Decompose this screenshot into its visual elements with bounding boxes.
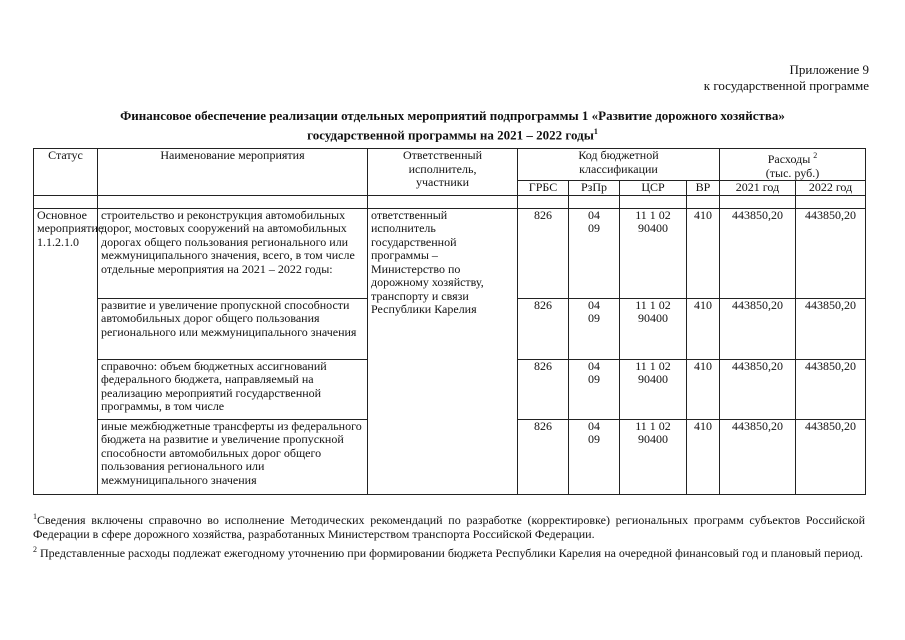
row-2021: 443850,20	[720, 208, 796, 298]
header-name: Наименование мероприятия	[98, 149, 368, 196]
spacer-cell	[34, 195, 98, 208]
appendix-line-1: Приложение 9	[789, 62, 869, 77]
header-rzpr: РзПр	[569, 181, 620, 196]
row-rzpr	[569, 298, 620, 359]
header-csr: ЦСР	[620, 181, 687, 196]
header-grbs: ГРБС	[518, 181, 569, 196]
row-grbs: 826	[518, 208, 569, 298]
title-line-2	[40, 124, 865, 143]
footnote-2-text: Представленные расходы подлежат ежегодному уточнению при формировании бюджета Республики Карелия на очередной финансовый год и плановый период.	[37, 546, 863, 560]
row-rzpr	[569, 359, 620, 419]
header-responsible	[368, 149, 518, 196]
header-expenses-mark: 2	[813, 151, 818, 160]
row-rzpr-text: 04 09	[588, 297, 600, 325]
spacer-cell	[796, 195, 866, 208]
header-responsible-text: Ответственный исполнитель, участники	[402, 148, 483, 189]
appendix-heading	[704, 62, 869, 94]
appendix-line-2: к государственной программе	[703, 78, 869, 93]
row-grbs: 826	[518, 359, 569, 419]
header-budget-code-text: Код бюджетной классификации	[578, 148, 659, 176]
row-2021: 443850,20	[720, 419, 796, 494]
row-name: иные межбюджетные трансферты из федерального бюджета на развитие и увеличение пропускной способности автомобильных дорог общего пользования регионального или межмуниципального значения	[98, 419, 368, 494]
row-2021: 443850,20	[720, 359, 796, 419]
row-name: справочно: объем бюджетных ассигнований федерального бюджета, направляемый на реализацию мероприятий государственной программы, в том числе	[98, 359, 368, 419]
document-title	[40, 108, 865, 143]
row-rzpr	[569, 419, 620, 494]
spacer-cell	[720, 195, 796, 208]
spacer-cell	[518, 195, 569, 208]
header-budget-code	[518, 149, 720, 181]
row-csr-text: 11 1 02 90400	[635, 358, 671, 386]
row-2021: 443850,20	[720, 298, 796, 359]
spacer-cell	[98, 195, 368, 208]
row-2022: 443850,20	[796, 419, 866, 494]
row-csr-text: 11 1 02 90400	[635, 207, 671, 235]
title-footnote-mark: 1	[593, 127, 598, 136]
header-year-2022: 2022 год	[796, 181, 866, 196]
row-2022: 443850,20	[796, 208, 866, 298]
row-rzpr	[569, 208, 620, 298]
row-csr-text: 11 1 02 90400	[635, 418, 671, 446]
footnote-1-text: Сведения включены справочно во исполнение Методических рекомендаций по разработке (корректировке) региональных программ субъектов Российской Федерации в сфере дорожного хозяйства, разработанных Министерством транспорта Российской Федерации.	[33, 513, 865, 541]
row-name: развитие и увеличение пропускной способности автомобильных дорог общего пользования регионального или межмуниципального значения	[98, 298, 368, 359]
row-rzpr-text: 04 09	[588, 207, 600, 235]
financing-table	[33, 148, 866, 495]
header-expenses-unit: (тыс. руб.)	[765, 165, 820, 180]
footnote-2-mark: 2	[33, 545, 37, 554]
row-csr	[620, 208, 687, 298]
spacer-cell	[687, 195, 720, 208]
row-grbs: 826	[518, 419, 569, 494]
footnote-1-mark: 1	[33, 512, 37, 521]
header-expenses	[720, 149, 866, 181]
row-csr	[620, 419, 687, 494]
header-vr: ВР	[687, 181, 720, 196]
responsible-cell: ответственный исполнитель государственной программы – Министерство по дорожному хозяйству, транспорту и связи Республики Карелия	[368, 208, 518, 494]
row-name: строительство и реконструкция автомобильных дорог, мостовых сооружений на автомобильных дорогах общего пользования регионального или межмуниципального значения, всего, в том числе отдельные мероприятия на 2021 – 2022 годы:	[98, 208, 368, 298]
header-status: Статус	[34, 149, 98, 196]
header-row-1	[34, 149, 866, 181]
header-expenses-text: Расходы	[767, 152, 811, 166]
footnote-2	[33, 543, 865, 560]
title-line-2-text: государственной программы на 2021 – 2022 годы	[307, 127, 594, 143]
footnote-1	[33, 510, 865, 541]
row-vr: 410	[687, 419, 720, 494]
row-rzpr-text: 04 09	[588, 358, 600, 386]
spacer-cell	[620, 195, 687, 208]
row-vr: 410	[687, 298, 720, 359]
spacer-row	[34, 195, 866, 208]
status-cell: Основное мероприятие 1.1.2.1.0	[34, 208, 98, 494]
row-rzpr-text: 04 09	[588, 418, 600, 446]
spacer-cell	[569, 195, 620, 208]
spacer-cell	[368, 195, 518, 208]
row-vr: 410	[687, 208, 720, 298]
row-csr	[620, 359, 687, 419]
row-vr: 410	[687, 359, 720, 419]
row-csr	[620, 298, 687, 359]
row-grbs: 826	[518, 298, 569, 359]
row-2022: 443850,20	[796, 359, 866, 419]
header-year-2021: 2021 год	[720, 181, 796, 196]
footnotes	[33, 510, 865, 562]
table-row	[34, 208, 866, 298]
row-csr-text: 11 1 02 90400	[635, 297, 671, 325]
title-line-1: Финансовое обеспечение реализации отдельных мероприятий подпрограммы 1 «Развитие дорожного хозяйства»	[120, 108, 785, 123]
row-2022: 443850,20	[796, 298, 866, 359]
